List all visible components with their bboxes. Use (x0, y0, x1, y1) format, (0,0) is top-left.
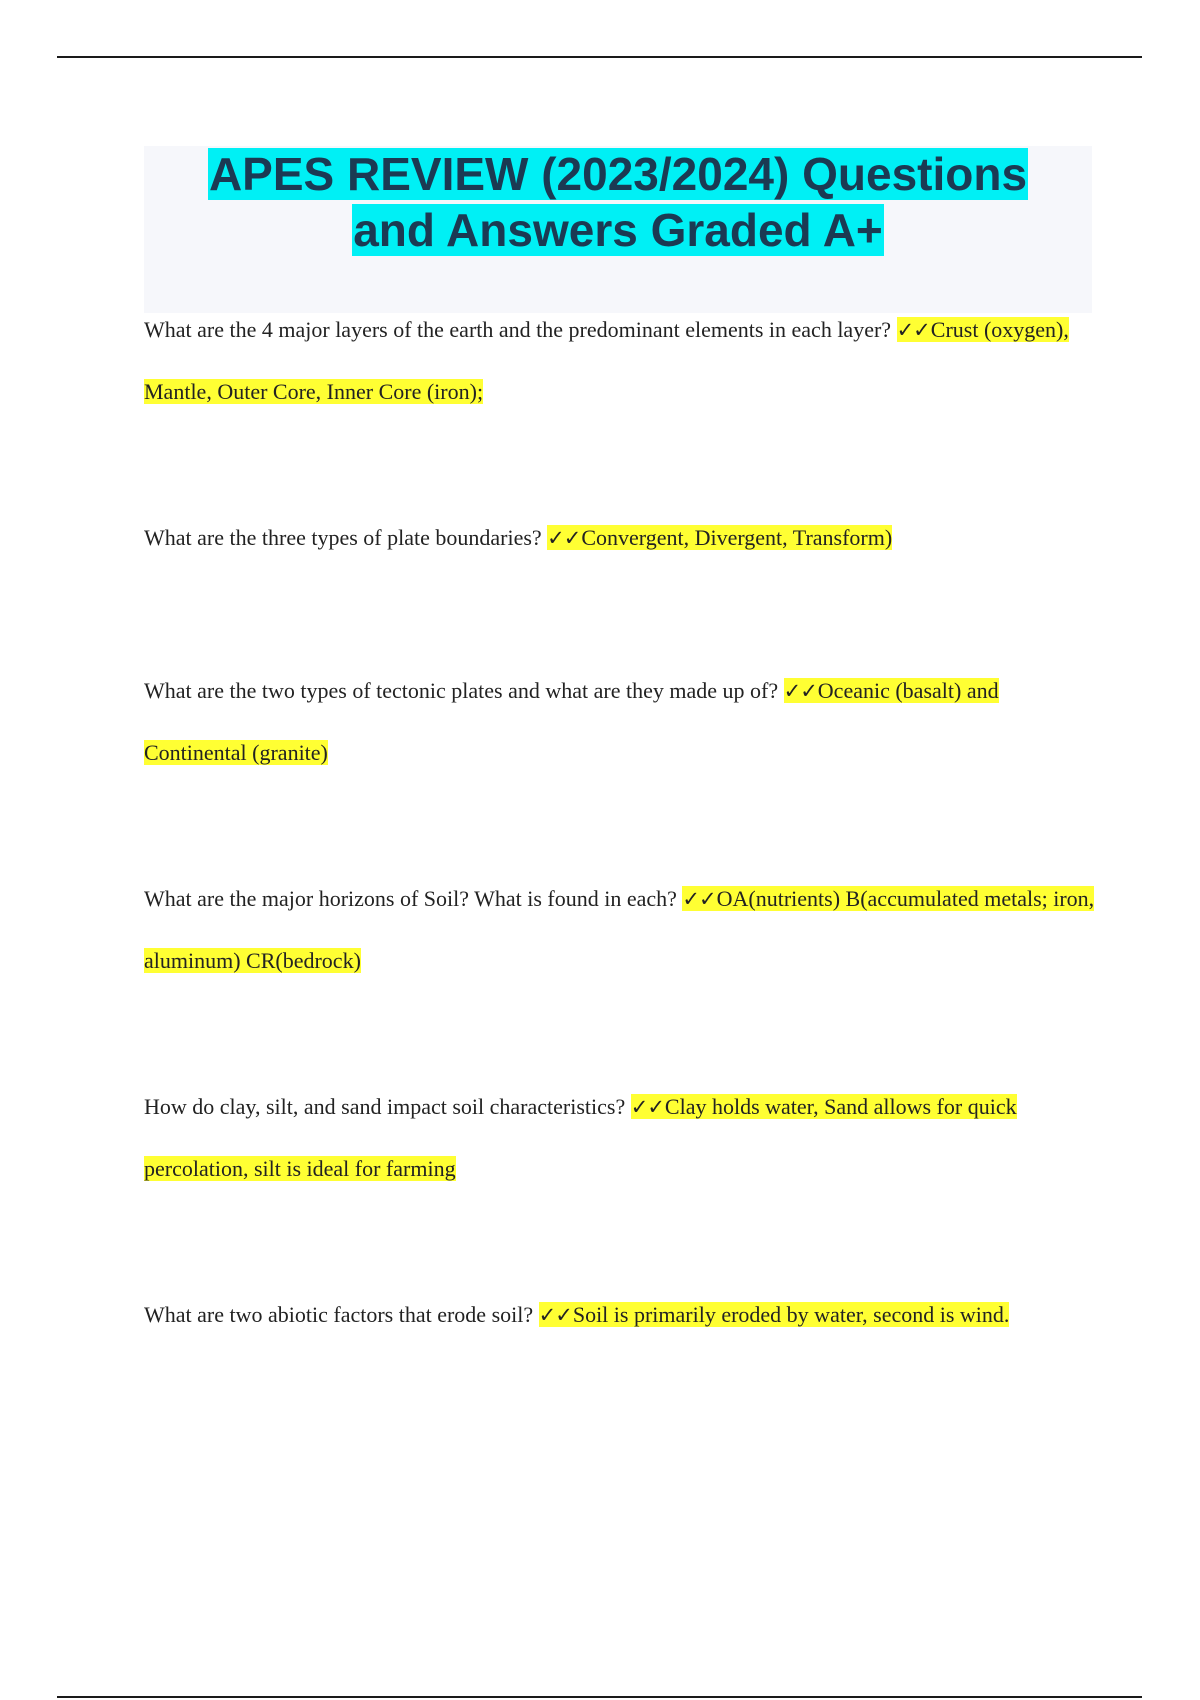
qa-item-4 (144, 868, 1104, 991)
question-text: What are the major horizons of Soil? What is found in each? (144, 886, 683, 911)
top-rule (57, 56, 1142, 58)
qa-item-6 (144, 1284, 1104, 1346)
answer-label: Convergent, Divergent, Transform) (581, 525, 893, 550)
qa-item-2 (144, 507, 1104, 569)
answer-text (547, 525, 892, 550)
question-text: What are the two types of tectonic plates and what are they made up of? (144, 678, 784, 703)
double-check-icon: ✓✓ (538, 1303, 572, 1327)
qa-item-5 (144, 1076, 1104, 1199)
question-text: What are two abiotic factors that erode soil? (144, 1302, 539, 1327)
title-block (144, 146, 1092, 313)
answer-label: OA(nutrients) B(accumulated metals; iron, aluminum) CR(bedrock) (144, 886, 1095, 973)
double-check-icon: ✓✓ (896, 318, 930, 342)
document-title (144, 146, 1092, 258)
qa-item-1 (144, 299, 1104, 422)
answer-text (539, 1302, 1010, 1327)
answer-label: Soil is primarily eroded by water, second is wind. (572, 1302, 1010, 1327)
title-line-1: APES REVIEW (2023/2024) Questions (208, 148, 1028, 200)
bottom-rule (57, 1696, 1142, 1698)
qa-item-3 (144, 660, 1104, 783)
question-text: How do clay, silt, and sand impact soil characteristics? (144, 1094, 631, 1119)
double-check-icon: ✓✓ (630, 1095, 664, 1119)
answer-label: Crust (oxygen), Mantle, Outer Core, Inner Core (iron); (144, 317, 1069, 404)
answer-label: Oceanic (basalt) and Continental (granite) (144, 678, 999, 765)
double-check-icon: ✓✓ (547, 526, 581, 550)
question-text: What are the 4 major layers of the earth and the predominant elements in each layer? (144, 317, 897, 342)
title-line-2: and Answers Graded A+ (353, 204, 883, 256)
question-text: What are the three types of plate boundaries? (144, 525, 548, 550)
double-check-icon: ✓✓ (682, 887, 716, 911)
answer-label: Clay holds water, Sand allows for quick percolation, silt is ideal for farming (144, 1094, 1017, 1181)
double-check-icon: ✓✓ (783, 679, 817, 703)
